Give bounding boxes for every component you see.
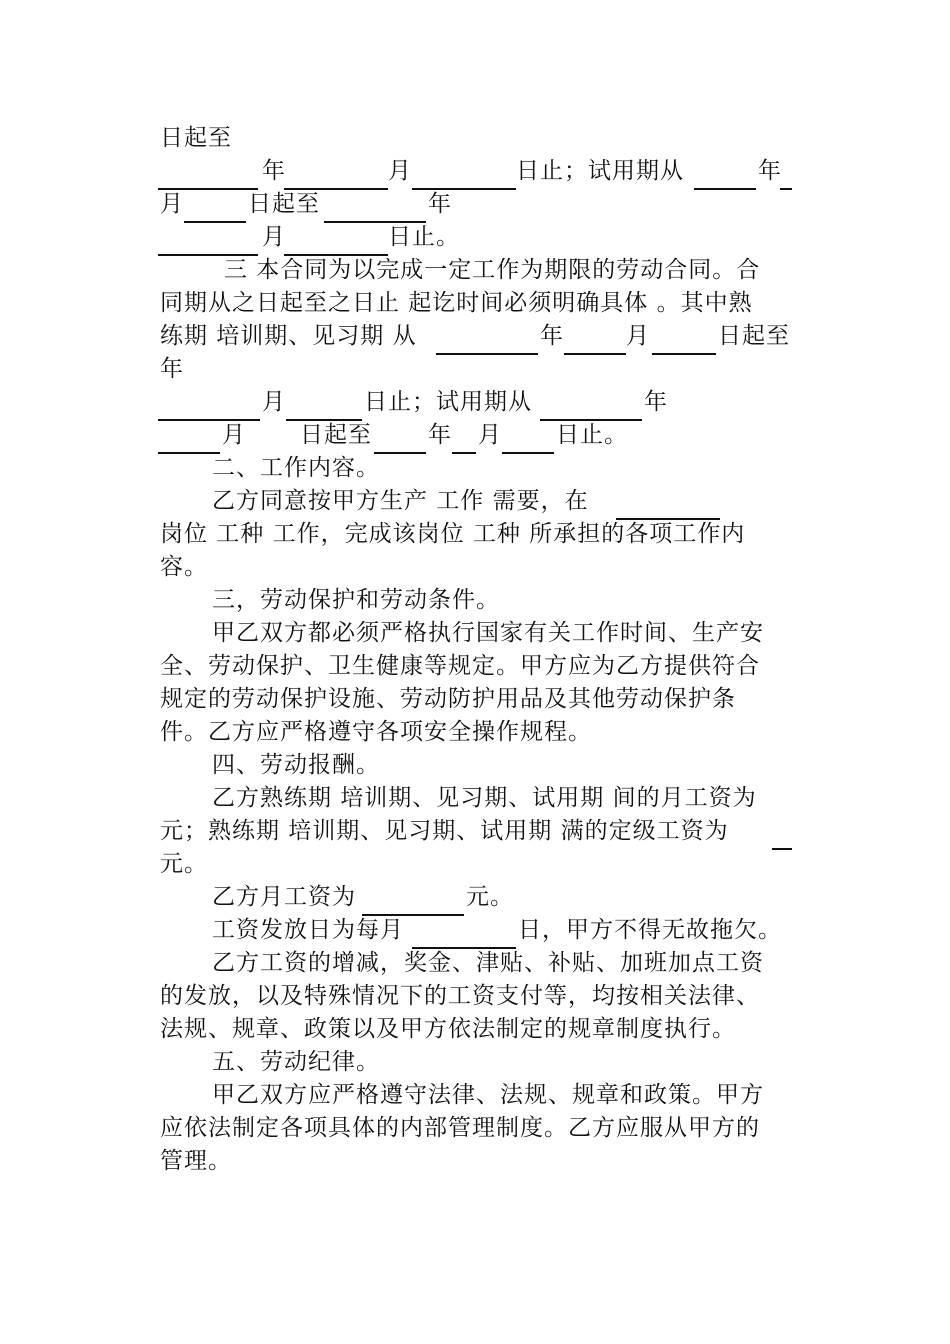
section-heading: 二、工作内容。: [212, 455, 380, 481]
text-line: 月: [478, 422, 502, 448]
text-line: 月: [160, 191, 184, 217]
text-line: 甲乙双方应严格遵守法律、法规、规章和政策。甲方: [212, 1082, 764, 1108]
text-line: 日止。: [556, 422, 628, 448]
text-line: 乙方同意按甲方生产 工作 需要，在: [212, 488, 589, 514]
text-line: 管理。: [160, 1148, 232, 1174]
text-line: 法规、规章、政策以及甲方依法制定的规章制度执行。: [160, 1016, 736, 1042]
text-line: 年: [540, 323, 564, 349]
text-line: 工资发放日为每月: [212, 917, 404, 943]
blank-underline: [652, 353, 716, 355]
text-line: 同期从之日起至之日止 起讫时间必须明确具体 。其中熟: [160, 290, 753, 316]
section-heading: 四、劳动报酬。: [212, 752, 380, 778]
text-line: 年: [428, 422, 452, 448]
blank-underline: [452, 452, 476, 454]
blank-underline: [780, 188, 792, 190]
text-line: 乙方熟练期 培训期、见习期、试用期 间的月工资为: [212, 785, 757, 811]
text-line: 乙方工资的增减，奖金、津贴、补贴、加班加点工资: [212, 950, 764, 976]
text-line: 日止。: [388, 224, 460, 250]
text-line: 年: [758, 158, 782, 184]
text-line: 年: [262, 158, 286, 184]
text-line: 容。: [160, 554, 208, 580]
section-heading: 五、劳动纪律。: [212, 1049, 380, 1075]
text-line: 甲乙双方都必须严格执行国家有关工作时间、生产安: [212, 620, 764, 646]
blank-underline: [158, 452, 220, 454]
text-line: 日起至: [718, 323, 790, 349]
text-line: 年: [428, 191, 452, 217]
text-line: 日起至: [248, 191, 320, 217]
text-line: 日起至: [300, 422, 372, 448]
text-line: 日起至: [160, 125, 232, 151]
text-line: 应依法制定各项具体的内部管理制度。乙方应服从甲方的: [160, 1115, 760, 1141]
text-line: 的发放，以及特殊情况下的工资支付等，均按相关法律、: [160, 983, 760, 1009]
text-line: 月: [262, 224, 286, 250]
blank-underline: [564, 353, 626, 355]
text-line: 月: [262, 389, 286, 415]
blank-underline: [502, 452, 554, 454]
blank-underline: [772, 848, 792, 850]
blank-underline: [374, 452, 426, 454]
text-line: 月: [388, 158, 412, 184]
text-line: 日止；试用期从: [516, 158, 684, 184]
text-line: 三 本合同为以完成一定工作为期限的劳动合同。合: [224, 257, 761, 283]
text-line: 日，甲方不得无故拖欠。: [518, 917, 782, 943]
text-line: 练期 培训期、见习期 从: [160, 323, 417, 349]
text-line: 全、劳动保护、卫生健康等规定。甲方应为乙方提供符合: [160, 653, 760, 679]
text-line: 元。: [160, 851, 208, 877]
text-line: 年: [160, 356, 184, 382]
text-line: 日止；试用期从: [364, 389, 532, 415]
text-line: 乙方月工资为: [212, 884, 356, 910]
text-line: 元；熟练期 培训期、见习期、试用期 满的定级工资为: [160, 818, 729, 844]
text-line: 月: [222, 422, 246, 448]
blank-underline: [436, 353, 538, 355]
text-line: 规定的劳动保护设施、劳动防护用品及其他劳动保护条: [160, 686, 736, 712]
text-line: 月: [626, 323, 650, 349]
section-heading: 三，劳动保护和劳动条件。: [212, 587, 500, 613]
blank-underline: [184, 221, 246, 223]
text-line: 件。乙方应严格遵守各项安全操作规程。: [160, 719, 592, 745]
text-line: 元。: [466, 884, 514, 910]
text-line: 年: [644, 389, 668, 415]
text-line: 岗位 工种 工作，完成该岗位 工种 所承担的各项工作内: [160, 521, 746, 547]
blank-underline: [694, 188, 756, 190]
